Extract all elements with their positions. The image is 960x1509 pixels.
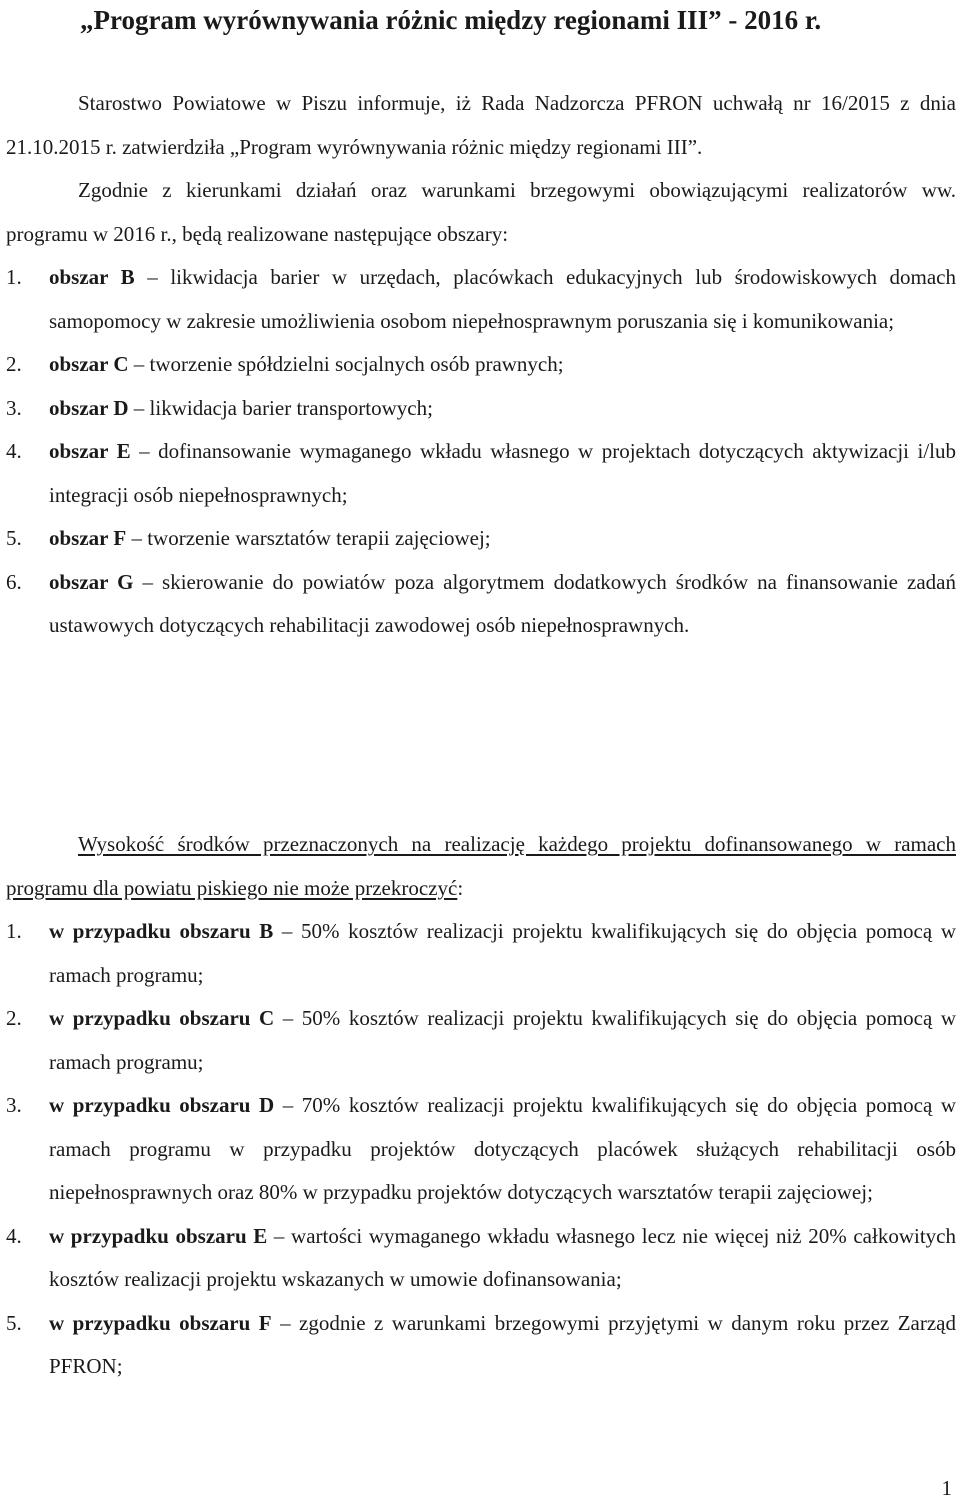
funding-item-text: – 50% kosztów realizacji projektu kwalifikujących się do objęcia pomocą w ramach programu; bbox=[49, 919, 956, 987]
area-item-label: obszar E bbox=[49, 439, 131, 463]
funding-item-number: 5. bbox=[6, 1310, 22, 1335]
area-item-label: obszar C bbox=[49, 352, 129, 376]
funding-item-number: 3. bbox=[6, 1093, 22, 1117]
funding-item-text: – wartości wymaganego wkładu własnego lecz nie więcej niż 20% całkowitych kosztów realizacji projektu wskazanych w umowie dofinansowania; bbox=[49, 1223, 956, 1291]
area-item-number: 5. bbox=[6, 526, 22, 550]
area-item bbox=[6, 343, 956, 387]
funding-item bbox=[6, 1215, 956, 1302]
funding-item-text: – zgodnie z warunkami brzegowymi przyjętymi w danym roku przez Zarząd PFRON; bbox=[49, 1310, 957, 1378]
area-item-label: obszar D bbox=[49, 395, 129, 420]
funding-heading-text: Wysokość środków przeznaczonych na realizację każdego projektu dofinansowanego w ramach programu dla powiatu piskiego nie może przekroczyć bbox=[6, 832, 956, 900]
area-item-label: obszar G bbox=[49, 569, 134, 594]
funding-item-label: w przypadku obszaru C bbox=[49, 1006, 275, 1030]
funding-section bbox=[6, 823, 956, 1389]
area-item-label: obszar B bbox=[49, 265, 135, 289]
document-page bbox=[6, 0, 956, 1509]
funding-item-label: w przypadku obszaru F bbox=[49, 1310, 272, 1335]
funding-heading-suffix: : bbox=[457, 875, 464, 900]
funding-item-label: w przypadku obszaru D bbox=[49, 1093, 275, 1117]
funding-item-text: – 50% kosztów realizacji projektu kwalifikujących się do objęcia pomocą w ramach programu; bbox=[49, 1006, 956, 1074]
area-item-number: 1. bbox=[6, 265, 22, 289]
areas-list bbox=[6, 256, 956, 648]
area-item-text: – skierowanie do powiatów poza algorytmem dodatkowych środków na finansowanie zadań ustawowych dotyczących rehabilitacji zawodowej osób niepełnosprawnych. bbox=[49, 569, 956, 637]
funding-item-number: 1. bbox=[6, 919, 22, 943]
area-item bbox=[6, 387, 956, 431]
funding-heading bbox=[6, 823, 956, 910]
document-title: „Program wyrównywania różnic między regionami III” - 2016 r. bbox=[80, 5, 822, 35]
funding-item bbox=[6, 910, 956, 997]
funding-item bbox=[6, 1302, 956, 1389]
area-item-label: obszar F bbox=[49, 526, 127, 550]
funding-item-text: – 70% kosztów realizacji projektu kwalifikujących się do objęcia pomocą w ramach programu w przypadku projektów dotyczących placówek służących rehabilitacji osób niepełnosprawnych oraz 80% w przypadku projektów dotyczących warsztatów terapii zajęciowej; bbox=[49, 1093, 956, 1204]
area-item bbox=[6, 430, 956, 517]
page-number: 1 bbox=[941, 1476, 952, 1500]
area-item-number: 4. bbox=[6, 439, 22, 463]
intro-section bbox=[6, 82, 956, 648]
area-item-text: – likwidacja barier transportowych; bbox=[128, 395, 433, 420]
intro-paragraph-1: Starostwo Powiatowe w Piszu informuje, iż Rada Nadzorcza PFRON uchwałą nr 16/2015 z dnia 21.10.2015 r. zatwierdziła „Program wyrównywania różnic między regionami III”. bbox=[6, 91, 956, 159]
area-item bbox=[6, 517, 956, 561]
area-item-text: – tworzenie spółdzielni socjalnych osób prawnych; bbox=[128, 352, 564, 376]
area-item-number: 2. bbox=[6, 352, 22, 376]
funding-item-label: w przypadku obszaru B bbox=[49, 919, 274, 943]
area-item bbox=[6, 256, 956, 343]
area-item-text: – dofinansowanie wymaganego wkładu własnego w projektach dotyczących aktywizacji i/lub integracji osób niepełnosprawnych; bbox=[49, 439, 957, 507]
funding-item-number: 2. bbox=[6, 1006, 22, 1030]
area-item-number: 6. bbox=[6, 569, 22, 594]
funding-list bbox=[6, 910, 956, 1389]
area-item bbox=[6, 561, 956, 648]
funding-item-label: w przypadku obszaru E bbox=[49, 1223, 268, 1248]
area-item-text: – tworzenie warsztatów terapii zajęciowej; bbox=[126, 526, 491, 550]
intro-paragraph-2: Zgodnie z kierunkami działań oraz warunkami brzegowymi obowiązującymi realizatorów ww. programu w 2016 r., będą realizowane następujące obszary: bbox=[6, 178, 956, 246]
funding-item-number: 4. bbox=[6, 1223, 22, 1248]
funding-item bbox=[6, 1084, 956, 1215]
area-item-number: 3. bbox=[6, 395, 22, 420]
funding-item bbox=[6, 997, 956, 1084]
area-item-text: – likwidacja barier w urzędach, placówkach edukacyjnych lub środowiskowych domach samopomocy w zakresie umożliwienia osobom niepełnosprawnym poruszania się i komunikowania; bbox=[49, 265, 956, 333]
